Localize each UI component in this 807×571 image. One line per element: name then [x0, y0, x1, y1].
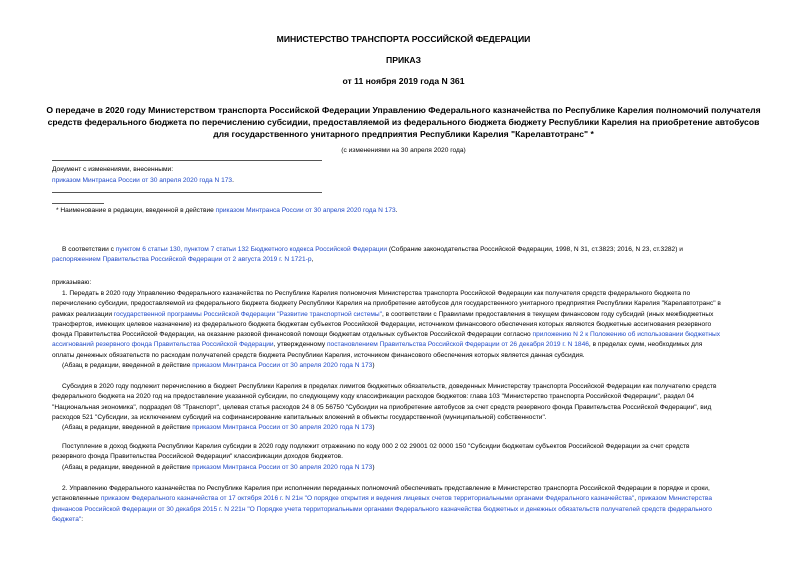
paragraph-4: 2. Управлению Федерального казначейства по Республике Карелия при исполнении переданных полномочий обеспечивать представление в Министерство транспорта Российской Федерации в порядке и сроки, установленные приказом Федерального казначейства от 17 октября 2016 г. N 21н "О порядке открытия и ведения лицевых счетов территориальными органами Федерального казначейства", приказом Министерства финансов Российской Федерации от 30 декабря 2015 г. N 221н "О Порядке учета территориальными органами Федерального казначейства бюджетных и денежных обязательств получателей средств федерального бюджета":: [52, 485, 712, 523]
budget-code-link[interactable]: пунктом 6 статьи 130, пунктом 7 статьи 132 Бюджетного кодекса Российской Федерации: [115, 246, 388, 253]
finance-ministry-link[interactable]: приказом Министерства: [637, 495, 712, 503]
changes-line: приказом Минтранса России от 30 апреля 2020 года N 173.: [52, 177, 234, 184]
reserve-fund-link[interactable]: ассигнований резервного фонда Правительства Российской Федерации: [52, 341, 274, 349]
doc-type-heading: ПРИКАЗ: [386, 55, 421, 65]
paragraph-1: 1. Передать в 2020 году Управлению Федерального казначейства по Республике Карелия полномочия Министерства транспорта Российской Федерации как получателя средств федерального бюджета по перечислению субсидии, предоставляемой из федерального бюджета бюджету Республики Карелия на приобретение автобусов для государственного унитарного предприятия Республики Карелия "Карелавтотранс" в рамках реализации государственной программы Российской Федерации "Развитие транспортной системы", в соответствии с Правилами предоставления в текущем финансовом году субсидий (иных межбюджетных трансфертов, имеющих целевое назначение) из федерального бюджета бюджетам субъектов Российской Федерации, источником финансового обеспечения которых являются бюджетные ассигнования резервного фонда Правительства Российской Федерации, на оказание разовой финансовой помощи бюджетам отдельных субъектов Российской Федерации согласно приложению N 2 к Положению об использовании бюджетных ассигнований резервного фонда Правительства Российской Федерации, утвержденному постановлением Правительства Российской Федерации от 26 декабря 2019 г. N 1846, в пределах сумм, необходимых для оплаты денежных обязательств по расходам получателей средств бюджета Республики Карелия, источником финансового обеспечения которых является данная субсидия. (Абзац в редакции, введенной в действие приказом Минтранса России от 30 апреля 2020 года N 173): [52, 290, 721, 370]
date-number-heading: от 11 ноября 2019 года N 361: [342, 76, 465, 86]
amendment-note: (с изменениями на 30 апреля 2020 года): [341, 147, 466, 154]
changes-link[interactable]: приказом Минтранса России от 30 апреля 2020 года N 173: [52, 177, 233, 184]
finance-ministry-link-cont[interactable]: финансов Российской Федерации от 30 декабря 2015 г. N 221н "О Порядке учета территориальными органами Федерального казначейства бюджетных и денежных обязательств получателей средств федерального: [52, 505, 712, 513]
edition-link-2[interactable]: приказом Минтранса России от 30 апреля 2020 года N 173: [192, 424, 373, 432]
appendix-link[interactable]: приложению N 2 к Положению об использовании бюджетных: [532, 331, 721, 339]
paragraph-2: Субсидия в 2020 году подлежит перечислению в бюджет Республики Карелия в пределах лимитов бюджетных обязательств, доведенных Министерству транспорта Российской Федерации как получателю средств федерального бюджета на 2020 год на предоставление указанной субсидии, по следующему коду классификации расходов бюджетов: глава 103 "Министерство транспорта Российской Федерации", раздел 04 "Национальная экономика", подраздел 08 "Транспорт", целевая статья расходов 24 8 05 56750 "Субсидии на приобретение автобусов за счет средств резервного фонда Правительства Российской Федерации", вид расходов 521 "Субсидии, за исключением субсидий на софинансирование капитальных вложений в объекты государственной (муниципальной) собственности". (Абзац в редакции, введенной в действие приказом Минтранса России от 30 апреля 2020 года N 173): [52, 383, 717, 432]
document-title: О передаче в 2020 году Министерством транспорта Российской Федерации Управлению Федерального казначейства по Республике Карелия полномочий получателя средств федерального бюджета по перечислению субсидии, предоставляемой из федерального бюджета бюджету Республики Карелия на приобретение автобусов для государственного унитарного предприятия Республики Карелия "Карелавтотранс" *: [46, 105, 761, 139]
treasury-order-link[interactable]: приказом Федерального казначейства от 17 октября 2016 г. N 21н "О порядке открытия и ведения лицевых счетов территориальными органами Федерального казначейства": [100, 495, 635, 503]
edition-link-1[interactable]: приказом Минтранса России от 30 апреля 2020 года N 173: [192, 362, 373, 370]
footnote-link[interactable]: приказом Минтранса России от 30 апреля 2020 года N 173: [215, 207, 396, 214]
footnote-rule: [52, 203, 104, 204]
ministry-heading: МИНИСТЕРСТВО ТРАНСПОРТА РОССИЙСКОЙ ФЕДЕРАЦИИ: [276, 34, 531, 44]
edition-link-3[interactable]: приказом Минтранса России от 30 апреля 2020 года N 173: [192, 463, 373, 471]
government-order-link[interactable]: распоряжением Правительства Российской Федерации от 2 августа 2019 г. N 1721-р: [52, 256, 312, 264]
footnote: * Наименование в редакции, введенной в действие приказом Минтранса России от 30 апреля 2020 года N 173.: [56, 207, 398, 214]
preamble-paragraph: В соответствии с пунктом 6 статьи 130, пунктом 7 статьи 132 Бюджетного кодекса Российской Федерации (Собрание законодательства Российской Федерации, 1998, N 31, ст.3823; 2016, N 23, ст.3282) и распоряжением Правительства Российской Федерации от 2 августа 2019 г. N 1721-р,: [52, 246, 683, 264]
state-program-link[interactable]: государственной программы Российской Федерации "Развитие транспортной системы": [113, 310, 382, 318]
paragraph-3: Поступление в доход бюджета Республики Карелия субсидии в 2020 году подлежит отражению по коду 000 2 02 29001 02 0000 150 "Субсидии бюджетам субъектов Российской Федерации за счет средств резервного фонда Правительства Российской Федерации" классификации доходов бюджетов. (Абзац в редакции, введенной в действие приказом Минтранса России от 30 апреля 2020 года N 173): [52, 443, 690, 471]
changes-top-rule: [52, 160, 322, 161]
order-word: приказываю:: [52, 279, 92, 286]
resolution-link[interactable]: постановлением Правительства Российской Федерации от 26 декабря 2019 г. N 1846: [326, 341, 589, 349]
changes-bottom-rule: [52, 192, 322, 193]
changes-label: Документ с изменениями, внесенными:: [52, 166, 174, 173]
finance-ministry-link-end[interactable]: бюджета": [52, 515, 82, 523]
